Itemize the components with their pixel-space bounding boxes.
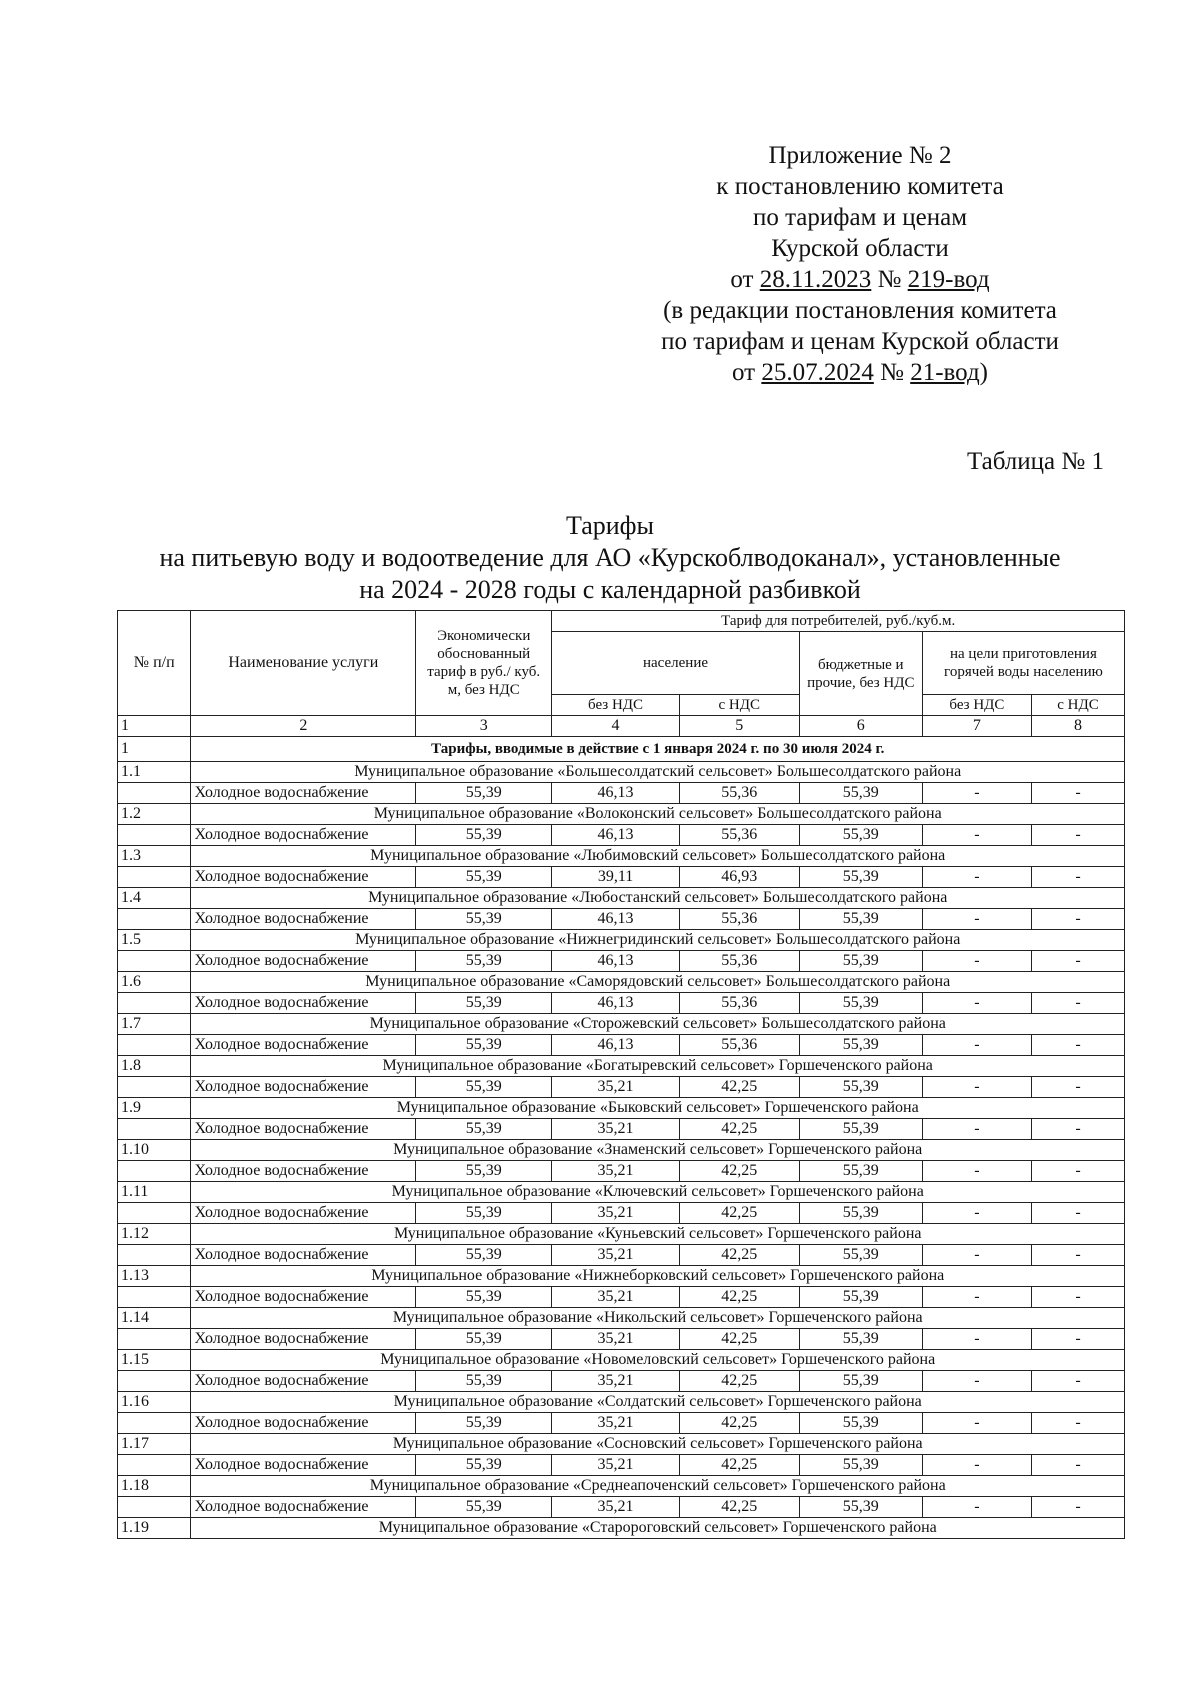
municipality-row [118, 762, 1125, 783]
budget-value: 55,39 [799, 1161, 922, 1182]
service-name: Холодное водоснабжение [191, 1035, 416, 1056]
hot-water-no-vat-value: - [922, 1035, 1031, 1056]
budget-value: 55,39 [799, 1413, 922, 1434]
row-num-empty [118, 1203, 191, 1224]
column-number: 5 [679, 716, 799, 737]
municipality-name: Муниципальное образование «Среднеапоченский сельсовет» Горшеченского района [191, 1476, 1125, 1497]
municipality-row [118, 1014, 1125, 1035]
row-num: 1.6 [118, 972, 191, 993]
header-consumer-tariff: Тариф для потребителей, руб./куб.м. [552, 611, 1125, 632]
municipality-name: Муниципальное образование «Любостанский сельсовет» Большесолдатского района [191, 888, 1125, 909]
row-num: 1.7 [118, 1014, 191, 1035]
row-num: 1.18 [118, 1476, 191, 1497]
municipality-name: Муниципальное образование «Быковский сельсовет» Горшеченского района [191, 1098, 1125, 1119]
population-with-vat-value: 55,36 [679, 993, 799, 1014]
population-with-vat-value: 55,36 [679, 825, 799, 846]
econ-tariff-value: 55,39 [416, 1455, 552, 1476]
hot-water-no-vat-value: - [922, 783, 1031, 804]
budget-value: 55,39 [799, 1371, 922, 1392]
population-no-vat-value: 35,21 [552, 1497, 679, 1518]
budget-value: 55,39 [799, 951, 922, 972]
appendix-line: по тарифам и ценам [752, 204, 968, 231]
decree-no-sign: № [871, 266, 908, 293]
hot-water-no-vat-value: - [922, 1245, 1031, 1266]
hot-water-no-vat-value: - [922, 867, 1031, 888]
municipality-row [118, 1476, 1125, 1497]
service-name: Холодное водоснабжение [191, 1161, 416, 1182]
population-no-vat-value: 35,21 [552, 1413, 679, 1434]
budget-value: 55,39 [799, 1035, 922, 1056]
budget-value: 55,39 [799, 1329, 922, 1350]
decree-date: 28.11.2023 [759, 266, 872, 293]
population-with-vat-value: 55,36 [679, 909, 799, 930]
service-name: Холодное водоснабжение [191, 783, 416, 804]
tariff-row [118, 825, 1125, 846]
hot-water-no-vat-value: - [922, 1413, 1031, 1434]
decree-number: 219-вод [907, 266, 990, 293]
service-name: Холодное водоснабжение [191, 825, 416, 846]
municipality-row [118, 804, 1125, 825]
column-number: 8 [1031, 716, 1124, 737]
row-num: 1.8 [118, 1056, 191, 1077]
tariff-row [118, 1119, 1125, 1140]
service-name: Холодное водоснабжение [191, 1371, 416, 1392]
population-with-vat-value: 42,25 [679, 1287, 799, 1308]
service-name: Холодное водоснабжение [191, 1413, 416, 1434]
municipality-row [118, 846, 1125, 867]
municipality-name: Муниципальное образование «Солдатский сельсовет» Горшеченского района [191, 1392, 1125, 1413]
budget-value: 55,39 [799, 1119, 922, 1140]
econ-tariff-value: 55,39 [416, 1035, 552, 1056]
row-num-empty [118, 867, 191, 888]
econ-tariff-value: 55,39 [416, 1119, 552, 1140]
row-num-empty [118, 909, 191, 930]
edition-decree-date: 25.07.2024 [761, 359, 874, 386]
column-number: 7 [922, 716, 1031, 737]
population-no-vat-value: 39,11 [552, 867, 679, 888]
econ-tariff-value: 55,39 [416, 783, 552, 804]
table-label: Таблица № 1 [966, 448, 1104, 475]
hot-water-with-vat-value: - [1031, 951, 1124, 972]
hot-water-no-vat-value: - [922, 1371, 1031, 1392]
econ-tariff-value: 55,39 [416, 1287, 552, 1308]
header-service: Наименование услуги [191, 611, 416, 716]
municipality-name: Муниципальное образование «Сторожевский сельсовет» Большесолдатского района [191, 1014, 1125, 1035]
row-num-empty [118, 1119, 191, 1140]
column-number: 4 [552, 716, 679, 737]
service-name: Холодное водоснабжение [191, 1455, 416, 1476]
row-num: 1.14 [118, 1308, 191, 1329]
hot-water-with-vat-value: - [1031, 1497, 1124, 1518]
municipality-row [118, 1350, 1125, 1371]
column-number: 6 [799, 716, 922, 737]
population-no-vat-value: 46,13 [552, 909, 679, 930]
row-num: 1.5 [118, 930, 191, 951]
econ-tariff-value: 55,39 [416, 825, 552, 846]
municipality-row [118, 972, 1125, 993]
municipality-row [118, 1224, 1125, 1245]
tariff-row [118, 783, 1125, 804]
hot-water-no-vat-value: - [922, 1329, 1031, 1350]
hot-water-no-vat-value: - [922, 993, 1031, 1014]
population-with-vat-value: 55,36 [679, 783, 799, 804]
econ-tariff-value: 55,39 [416, 1413, 552, 1434]
econ-tariff-value: 55,39 [416, 951, 552, 972]
row-num-empty [118, 1035, 191, 1056]
edition-decree-prefix: от [731, 359, 762, 386]
municipality-name: Муниципальное образование «Нижнеборковский сельсовет» Горшеченского района [191, 1266, 1125, 1287]
hot-water-with-vat-value: - [1031, 993, 1124, 1014]
service-name: Холодное водоснабжение [191, 1119, 416, 1140]
column-number: 1 [118, 716, 191, 737]
hot-water-with-vat-value: - [1031, 867, 1124, 888]
row-num-empty [118, 1371, 191, 1392]
row-num: 1.12 [118, 1224, 191, 1245]
econ-tariff-value: 55,39 [416, 1329, 552, 1350]
hot-water-no-vat-value: - [922, 1203, 1031, 1224]
row-num-empty [118, 1287, 191, 1308]
population-with-vat-value: 42,25 [679, 1371, 799, 1392]
tariff-row [118, 951, 1125, 972]
econ-tariff-value: 55,39 [416, 909, 552, 930]
tariff-row [118, 1287, 1125, 1308]
service-name: Холодное водоснабжение [191, 951, 416, 972]
row-num-empty [118, 783, 191, 804]
row-num-empty [118, 825, 191, 846]
tariff-row [118, 1497, 1125, 1518]
decree-prefix: от [730, 266, 760, 293]
row-num: 1.17 [118, 1434, 191, 1455]
service-name: Холодное водоснабжение [191, 1077, 416, 1098]
municipality-row [118, 1392, 1125, 1413]
budget-value: 55,39 [799, 867, 922, 888]
population-with-vat-value: 42,25 [679, 1455, 799, 1476]
tariff-row [118, 993, 1125, 1014]
municipality-row [118, 1182, 1125, 1203]
decree-reference [600, 264, 1120, 295]
row-num: 1.2 [118, 804, 191, 825]
service-name: Холодное водоснабжение [191, 1203, 416, 1224]
appendix-line: Курской области [771, 235, 949, 262]
row-num: 1.11 [118, 1182, 191, 1203]
appendix-line: Приложение № 2 [768, 142, 952, 169]
row-num-empty [118, 1077, 191, 1098]
hot-water-with-vat-value: - [1031, 825, 1124, 846]
population-no-vat-value: 35,21 [552, 1329, 679, 1350]
edition-decree-suffix: ) [979, 359, 988, 386]
population-with-vat-value: 55,36 [679, 1035, 799, 1056]
header-num: № п/п [118, 611, 191, 716]
header-hw-no-vat: без НДС [922, 695, 1031, 716]
header-pop-no-vat: без НДС [552, 695, 679, 716]
hot-water-no-vat-value: - [922, 1497, 1031, 1518]
header-budget: бюджетные и прочие, без НДС [799, 632, 922, 716]
budget-value: 55,39 [799, 825, 922, 846]
population-no-vat-value: 35,21 [552, 1455, 679, 1476]
tariff-row [118, 1455, 1125, 1476]
hot-water-with-vat-value: - [1031, 1245, 1124, 1266]
hot-water-with-vat-value: - [1031, 1329, 1124, 1350]
service-name: Холодное водоснабжение [191, 1287, 416, 1308]
tariff-row [118, 1203, 1125, 1224]
budget-value: 55,39 [799, 993, 922, 1014]
hot-water-with-vat-value: - [1031, 1287, 1124, 1308]
budget-value: 55,39 [799, 1287, 922, 1308]
budget-value: 55,39 [799, 909, 922, 930]
hot-water-no-vat-value: - [922, 951, 1031, 972]
econ-tariff-value: 55,39 [416, 867, 552, 888]
municipality-name: Муниципальное образование «Волоконский сельсовет» Большесолдатского района [191, 804, 1125, 825]
population-no-vat-value: 35,21 [552, 1203, 679, 1224]
hot-water-with-vat-value: - [1031, 1371, 1124, 1392]
population-no-vat-value: 46,13 [552, 951, 679, 972]
row-num: 1.16 [118, 1392, 191, 1413]
document-title [90, 510, 1130, 606]
row-num: 1.1 [118, 762, 191, 783]
column-numbers-row [118, 716, 1125, 737]
row-num-empty [118, 1497, 191, 1518]
budget-value: 55,39 [799, 1497, 922, 1518]
municipality-name: Муниципальное образование «Куньевский сельсовет» Горшеченского района [191, 1224, 1125, 1245]
tariff-row [118, 1413, 1125, 1434]
header-pop-with-vat: с НДС [679, 695, 799, 716]
budget-value: 55,39 [799, 1245, 922, 1266]
municipality-name: Муниципальное образование «Богатыревский сельсовет» Горшеченского района [191, 1056, 1125, 1077]
header-row [118, 611, 1125, 632]
municipality-name: Муниципальное образование «Саморядовский сельсовет» Большесолдатского района [191, 972, 1125, 993]
service-name: Холодное водоснабжение [191, 1329, 416, 1350]
section-title: Тарифы, вводимые в действие с 1 января 2024 г. по 30 июля 2024 г. [191, 737, 1125, 762]
municipality-row [118, 1140, 1125, 1161]
population-with-vat-value: 46,93 [679, 867, 799, 888]
edition-line: по тарифам и ценам Курской области [661, 328, 1059, 355]
econ-tariff-value: 55,39 [416, 993, 552, 1014]
municipality-name: Муниципальное образование «Нижнегридинский сельсовет» Большесолдатского района [191, 930, 1125, 951]
tariff-row [118, 1035, 1125, 1056]
tariff-row [118, 909, 1125, 930]
row-num: 1.19 [118, 1518, 191, 1539]
edition-decree-number: 21-вод [910, 359, 980, 386]
title-line: Тарифы [565, 511, 654, 540]
section-row [118, 737, 1125, 762]
hot-water-with-vat-value: - [1031, 1077, 1124, 1098]
population-with-vat-value: 42,25 [679, 1203, 799, 1224]
row-num-empty [118, 993, 191, 1014]
hot-water-no-vat-value: - [922, 1119, 1031, 1140]
econ-tariff-value: 55,39 [416, 1161, 552, 1182]
service-name: Холодное водоснабжение [191, 909, 416, 930]
population-no-vat-value: 35,21 [552, 1371, 679, 1392]
header-econ-tariff: Экономически обоснованный тариф в руб./ куб. м, без НДС [416, 611, 552, 716]
edition-line: (в редакции постановления комитета [663, 297, 1057, 324]
municipality-row [118, 1098, 1125, 1119]
econ-tariff-value: 55,39 [416, 1371, 552, 1392]
municipality-row [118, 1308, 1125, 1329]
population-with-vat-value: 42,25 [679, 1497, 799, 1518]
edition-decree-no-sign: № [873, 359, 911, 386]
budget-value: 55,39 [799, 1077, 922, 1098]
edition-decree-reference [600, 357, 1120, 388]
budget-value: 55,39 [799, 1455, 922, 1476]
hot-water-with-vat-value: - [1031, 1203, 1124, 1224]
municipality-name: Муниципальное образование «Знаменский сельсовет» Горшеченского района [191, 1140, 1125, 1161]
hot-water-no-vat-value: - [922, 1161, 1031, 1182]
tariffs-table [117, 610, 1125, 1539]
service-name: Холодное водоснабжение [191, 1245, 416, 1266]
service-name: Холодное водоснабжение [191, 867, 416, 888]
population-no-vat-value: 35,21 [552, 1119, 679, 1140]
tariff-row [118, 1077, 1125, 1098]
row-num-empty [118, 1245, 191, 1266]
table-body [118, 737, 1125, 1539]
population-no-vat-value: 46,13 [552, 993, 679, 1014]
hot-water-with-vat-value: - [1031, 1161, 1124, 1182]
tariff-row [118, 1329, 1125, 1350]
municipality-name: Муниципальное образование «Никольский сельсовет» Горшеченского района [191, 1308, 1125, 1329]
header-hw-with-vat: с НДС [1031, 695, 1124, 716]
row-num-empty [118, 1329, 191, 1350]
population-with-vat-value: 55,36 [679, 951, 799, 972]
row-num: 1.15 [118, 1350, 191, 1371]
header-population: население [552, 632, 799, 695]
service-name: Холодное водоснабжение [191, 993, 416, 1014]
tariff-row [118, 1371, 1125, 1392]
econ-tariff-value: 55,39 [416, 1497, 552, 1518]
population-with-vat-value: 42,25 [679, 1329, 799, 1350]
population-with-vat-value: 42,25 [679, 1119, 799, 1140]
tariff-row [118, 867, 1125, 888]
row-num-empty [118, 1455, 191, 1476]
hot-water-with-vat-value: - [1031, 783, 1124, 804]
title-line: на 2024 - 2028 годы с календарной разбивкой [359, 575, 861, 604]
municipality-row [118, 1056, 1125, 1077]
hot-water-no-vat-value: - [922, 1455, 1031, 1476]
municipality-row [118, 1266, 1125, 1287]
row-num-empty [118, 951, 191, 972]
population-no-vat-value: 35,21 [552, 1287, 679, 1308]
appendix-header [600, 140, 1120, 388]
hot-water-with-vat-value: - [1031, 1413, 1124, 1434]
budget-value: 55,39 [799, 783, 922, 804]
section-num: 1 [118, 737, 191, 762]
budget-value: 55,39 [799, 1203, 922, 1224]
hot-water-no-vat-value: - [922, 1287, 1031, 1308]
row-num-empty [118, 1161, 191, 1182]
population-no-vat-value: 46,13 [552, 783, 679, 804]
population-no-vat-value: 46,13 [552, 1035, 679, 1056]
service-name: Холодное водоснабжение [191, 1497, 416, 1518]
row-num: 1.3 [118, 846, 191, 867]
population-no-vat-value: 35,21 [552, 1161, 679, 1182]
population-with-vat-value: 42,25 [679, 1077, 799, 1098]
population-no-vat-value: 35,21 [552, 1245, 679, 1266]
hot-water-with-vat-value: - [1031, 1455, 1124, 1476]
header-hot-water: на цели приготовления горячей воды населению [922, 632, 1124, 695]
population-no-vat-value: 35,21 [552, 1077, 679, 1098]
municipality-name: Муниципальное образование «Новомеловский сельсовет» Горшеченского района [191, 1350, 1125, 1371]
municipality-name: Муниципальное образование «Сосновский сельсовет» Горшеченского района [191, 1434, 1125, 1455]
population-no-vat-value: 46,13 [552, 825, 679, 846]
population-with-vat-value: 42,25 [679, 1413, 799, 1434]
hot-water-no-vat-value: - [922, 825, 1031, 846]
municipality-name: Муниципальное образование «Любимовский сельсовет» Большесолдатского района [191, 846, 1125, 867]
row-num: 1.4 [118, 888, 191, 909]
econ-tariff-value: 55,39 [416, 1203, 552, 1224]
appendix-line: к постановлению комитета [716, 173, 1004, 200]
hot-water-with-vat-value: - [1031, 909, 1124, 930]
title-line: на питьевую воду и водоотведение для АО «Курскоблводоканал», установленные [159, 543, 1061, 572]
econ-tariff-value: 55,39 [416, 1245, 552, 1266]
municipality-row [118, 930, 1125, 951]
tariff-row [118, 1245, 1125, 1266]
hot-water-with-vat-value: - [1031, 1119, 1124, 1140]
hot-water-with-vat-value: - [1031, 1035, 1124, 1056]
row-num-empty [118, 1413, 191, 1434]
municipality-row [118, 1434, 1125, 1455]
row-num: 1.9 [118, 1098, 191, 1119]
municipality-name: Муниципальное образование «Ключевский сельсовет» Горшеченского района [191, 1182, 1125, 1203]
population-with-vat-value: 42,25 [679, 1161, 799, 1182]
municipality-name: Муниципальное образование «Большесолдатский сельсовет» Большесолдатского района [191, 762, 1125, 783]
population-with-vat-value: 42,25 [679, 1245, 799, 1266]
tariff-row [118, 1161, 1125, 1182]
municipality-name: Муниципальное образование «Старороговский сельсовет» Горшеченского района [191, 1518, 1125, 1539]
econ-tariff-value: 55,39 [416, 1077, 552, 1098]
municipality-row [118, 888, 1125, 909]
municipality-row [118, 1518, 1125, 1539]
column-number: 3 [416, 716, 552, 737]
column-number: 2 [191, 716, 416, 737]
hot-water-no-vat-value: - [922, 909, 1031, 930]
row-num: 1.13 [118, 1266, 191, 1287]
hot-water-no-vat-value: - [922, 1077, 1031, 1098]
row-num: 1.10 [118, 1140, 191, 1161]
